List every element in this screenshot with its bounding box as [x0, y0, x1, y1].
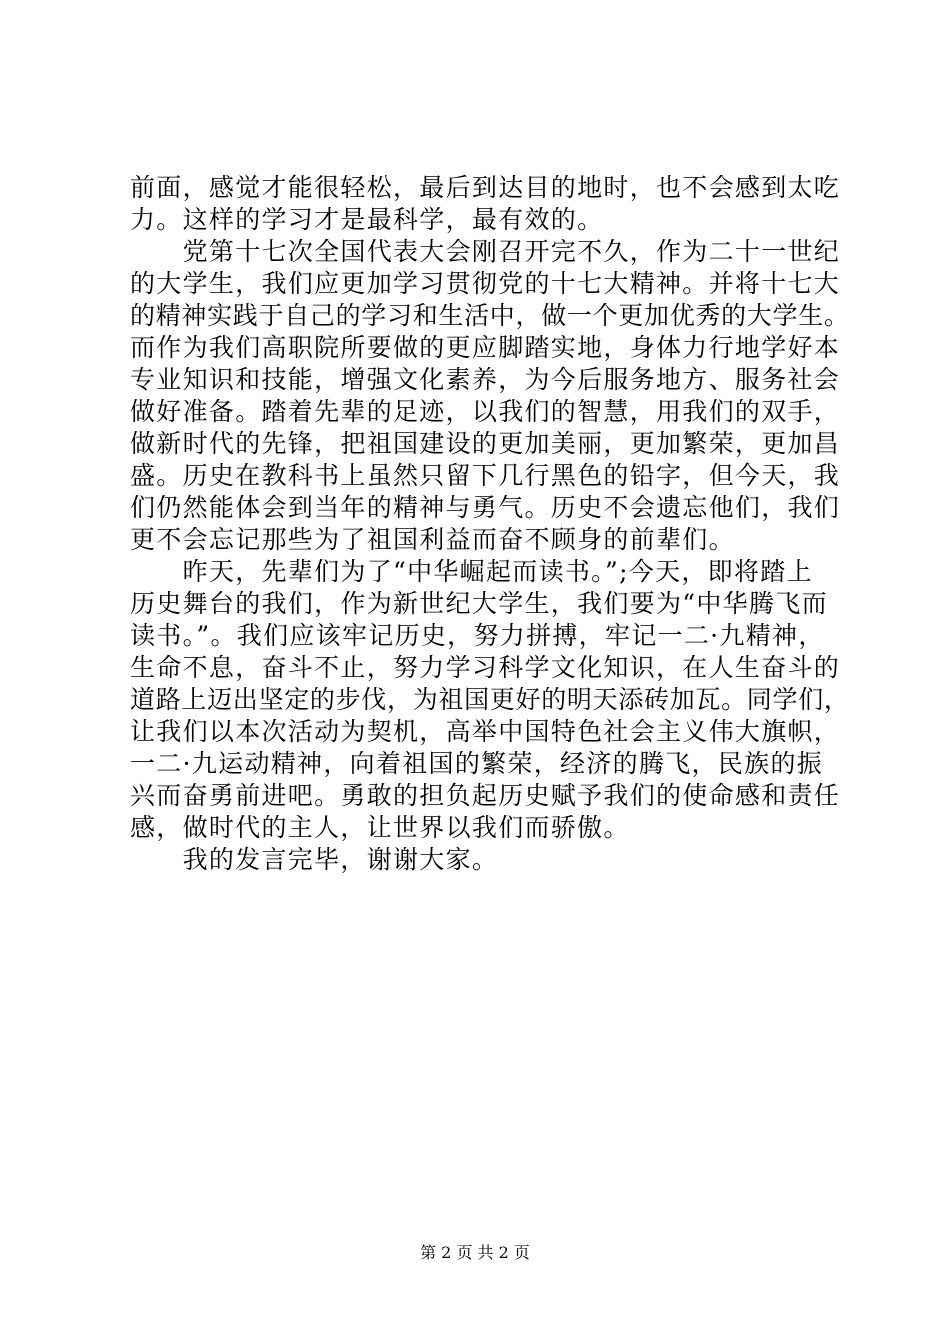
text-line: 兴而奋勇前进吧。勇敢的担负起历史赋予我们的使命感和责任 — [130, 781, 841, 810]
text-line: 们仍然能体会到当年的精神与勇气。历史不会遗忘他们，我们 — [130, 493, 841, 522]
text-line: 道路上迈出坚定的步伐，为祖国更好的明天添砖加瓦。同学们， — [130, 685, 850, 714]
text-line: 做新时代的先锋，把祖国建设的更加美丽，更加繁荣，更加昌 — [130, 429, 841, 458]
document-body — [130, 172, 850, 876]
text-line: 生命不息，奋斗不止，努力学习科学文化知识，在人生奋斗的 — [130, 653, 841, 682]
text-line: 做好准备。踏着先辈的足迹，以我们的智慧，用我们的双手， — [130, 397, 841, 426]
text-line: 让我们以本次活动为契机，高举中国特色社会主义伟大旗帜， — [130, 717, 841, 746]
text-line: 一二·九运动精神，向着祖国的繁荣，经济的腾飞，民族的振 — [130, 749, 824, 778]
text-line: 党第十七次全国代表大会刚召开完不久，作为二十一世纪 — [130, 237, 841, 266]
text-line: 前面，感觉才能很轻松，最后到达目的地时，也不会感到太吃 — [130, 173, 841, 202]
text-line: 我的发言完毕，谢谢大家。 — [130, 845, 499, 874]
text-line: 的大学生，我们应更加学习贯彻党的十七大精神。并将十七大 — [130, 269, 841, 298]
text-line: 盛。历史在教科书上虽然只留下几行黑色的铅字，但今天，我 — [130, 461, 841, 490]
text-line: 的精神实践于自己的学习和生活中，做一个更加优秀的大学生。 — [130, 301, 850, 330]
text-line: 专业知识和技能，增强文化素养，为今后服务地方、服务社会 — [130, 365, 841, 394]
text-line: 感，做时代的主人，让世界以我们而骄傲。 — [130, 813, 630, 842]
text-line: 读书。”。我们应该牢记历史，努力拼搏，牢记一二·九精神， — [130, 621, 825, 650]
text-line: 而作为我们高职院所要做的更应脚踏实地，身体力行地学好本 — [130, 333, 841, 362]
text-line: 力。这样的学习才是最科学，最有效的。 — [130, 205, 604, 234]
text-line: 昨天，先辈们为了“中华崛起而读书。”;今天，即将踏上 — [130, 557, 813, 586]
text-line: 更不会忘记那些为了祖国利益而奋不顾身的前辈们。 — [130, 525, 735, 554]
text-line: 历史舞台的我们，作为新世纪大学生，我们要为“中华腾飞而 — [130, 589, 828, 618]
page-number-footer: 第 2 页 共 2 页 — [420, 1243, 530, 1262]
